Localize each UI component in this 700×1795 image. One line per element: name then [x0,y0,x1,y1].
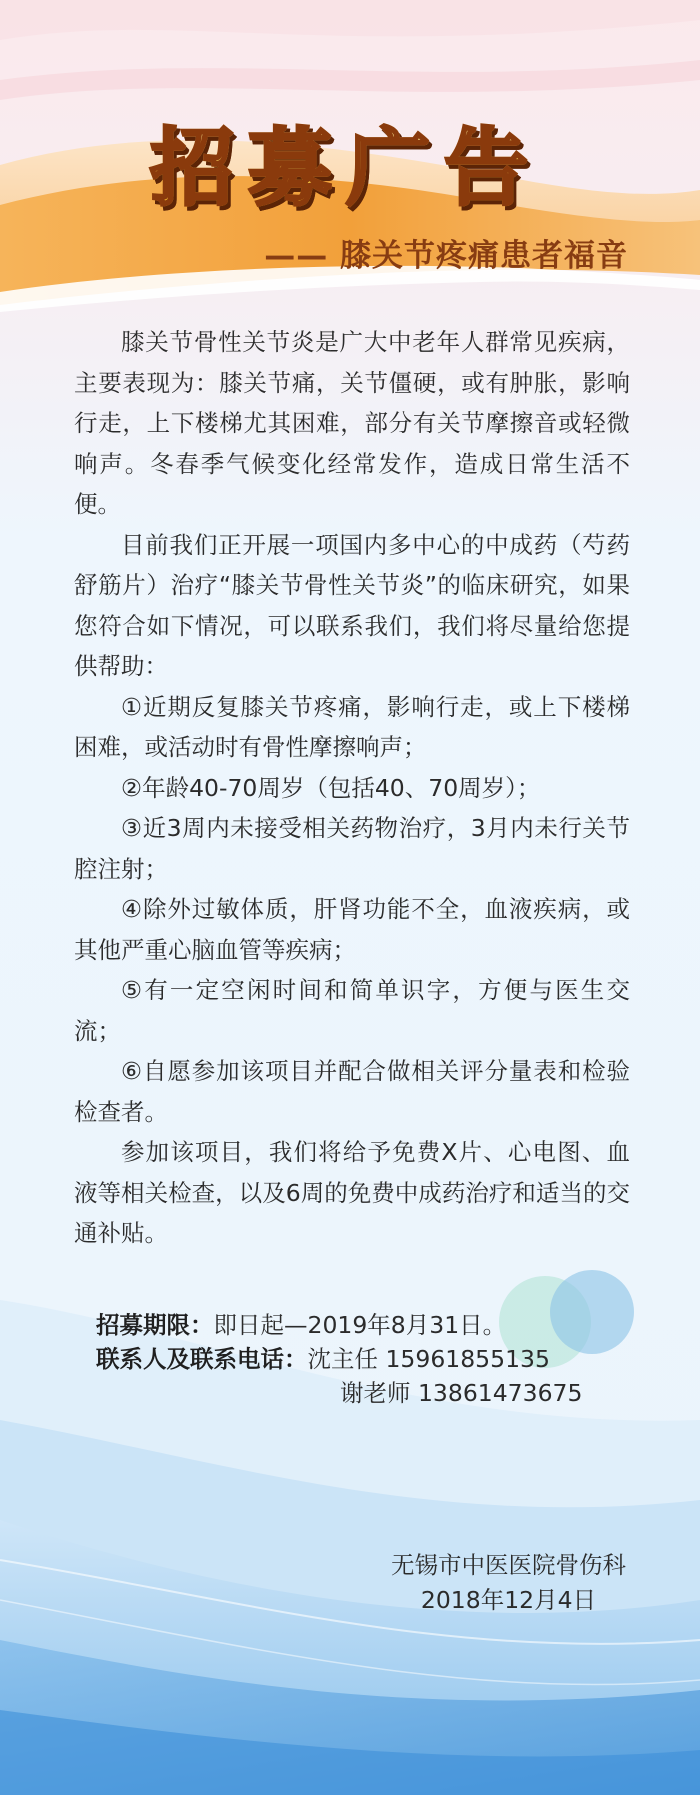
criterion-6: ⑥自愿参加该项目并配合做相关评分量表和检验检查者。 [74,1057,630,1126]
contact-row-2 [96,1376,582,1410]
contact-row [96,1342,582,1376]
deadline-label: 招募期限： [96,1311,214,1339]
deadline-row [96,1308,582,1342]
contact-block [96,1308,582,1410]
poster-title: 招募广告 [150,118,570,218]
issue-date: 2018年12月4日 [420,1586,597,1614]
organization-name: 无锡市中医医院骨伤科 [391,1551,626,1579]
criterion-5: ⑤有一定空闲时间和简单识字，方便与医生交流； [74,976,630,1045]
contact-phone-1: 沈主任 15961855135 [307,1345,550,1373]
paragraph-intro: 膝关节骨性关节炎是广大中老年人群常见疾病，主要表现为：膝关节痛，关节僵硬，或有肿胀，影响行走，上下楼梯尤其困难，部分有关节摩擦音或轻微响声。冬春季气候变化经常发作，造成日常生活不便。 [74,328,630,518]
paragraph-benefits: 参加该项目，我们将给予免费X片、心电图、血液等相关检查，以及6周的免费中成药治疗和适当的交通补贴。 [74,1138,630,1247]
criterion-3: ③近3周内未接受相关药物治疗，3月内未行关节腔注射； [74,814,630,883]
contact-phone-2: 谢老师 13861473675 [340,1379,583,1407]
criterion-4: ④除外过敏体质，肝肾功能不全，血液疾病，或其他严重心脑血管等疾病； [74,895,630,964]
paragraph-study: 目前我们正开展一项国内多中心的中成药（芍药舒筋片）治疗“膝关节骨性关节炎”的临床研究，如果您符合如下情况，可以联系我们，我们将尽量给您提供帮助： [74,530,630,680]
deadline-value: 即日起—2019年8月31日。 [213,1311,507,1339]
criterion-2: ②年龄40-70周岁（包括40、70周岁）； [121,773,541,802]
criterion-1: ①近期反复膝关节疼痛，影响行走，或上下楼梯困难，或活动时有骨性摩擦响声； [74,692,630,761]
poster-footer [391,1548,626,1618]
recruitment-body [74,322,630,1254]
poster-subtitle: —— 膝关节疼痛患者福音 [264,238,628,274]
contact-label: 联系人及联系电话： [96,1345,308,1373]
